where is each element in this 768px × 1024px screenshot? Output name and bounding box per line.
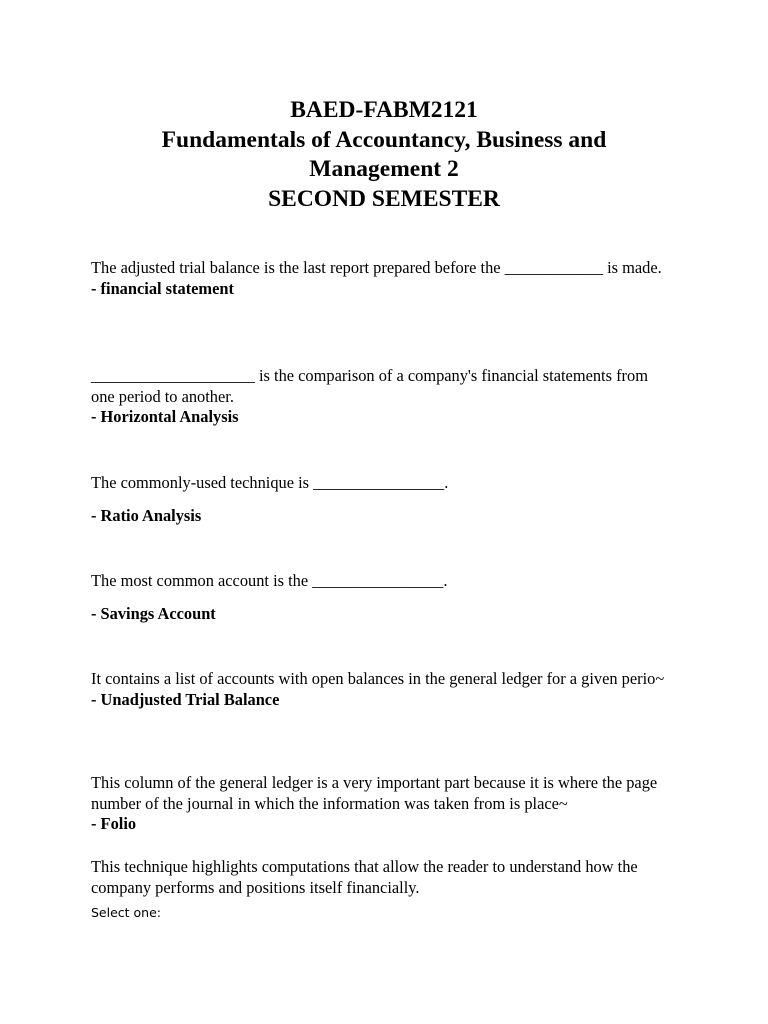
- answer-text: - Horizontal Analysis: [91, 407, 239, 426]
- select-one-label: Select one:: [91, 905, 162, 920]
- course-code: BAED-FABM2121: [290, 97, 478, 123]
- semester-label: SECOND SEMESTER: [268, 185, 500, 212]
- question-text: ____________________ is the comparison of a company's financial statements from one period to another.: [91, 366, 648, 406]
- question-item-6: [91, 773, 671, 835]
- question-text: This column of the general ledger is a very important part because it is where the page number of the journal in which the information was taken from is place~: [91, 773, 658, 813]
- answer-text: - financial statement: [91, 278, 234, 298]
- question-item-3: [91, 473, 671, 526]
- course-title-line-1: Fundamentals of Accountancy, Business and: [161, 126, 607, 153]
- question-text: The adjusted trial balance is the last report prepared before the ____________ is made.: [91, 258, 662, 277]
- document-header: [0, 96, 768, 214]
- answer-text: - Unadjusted Trial Balance: [91, 689, 280, 709]
- answer-text: - Ratio Analysis: [91, 505, 202, 525]
- answer-text: - Savings Account: [91, 603, 216, 623]
- question-item-4: [91, 571, 671, 624]
- question-text: It contains a list of accounts with open balances in the general ledger for a given perio~: [91, 669, 665, 688]
- course-title-line-2: Management 2: [309, 156, 459, 182]
- question-item-1: [91, 258, 671, 299]
- answer-text: - Folio: [91, 814, 137, 833]
- question-item-7: [91, 857, 671, 898]
- question-text: The most common account is the ________________.: [91, 571, 448, 590]
- question-text: This technique highlights computations that allow the reader to understand how the company performs and positions itself financially.: [91, 857, 638, 897]
- question-item-5: [91, 669, 671, 710]
- question-item-2: [91, 366, 671, 428]
- question-text: The commonly-used technique is ________________.: [91, 473, 449, 492]
